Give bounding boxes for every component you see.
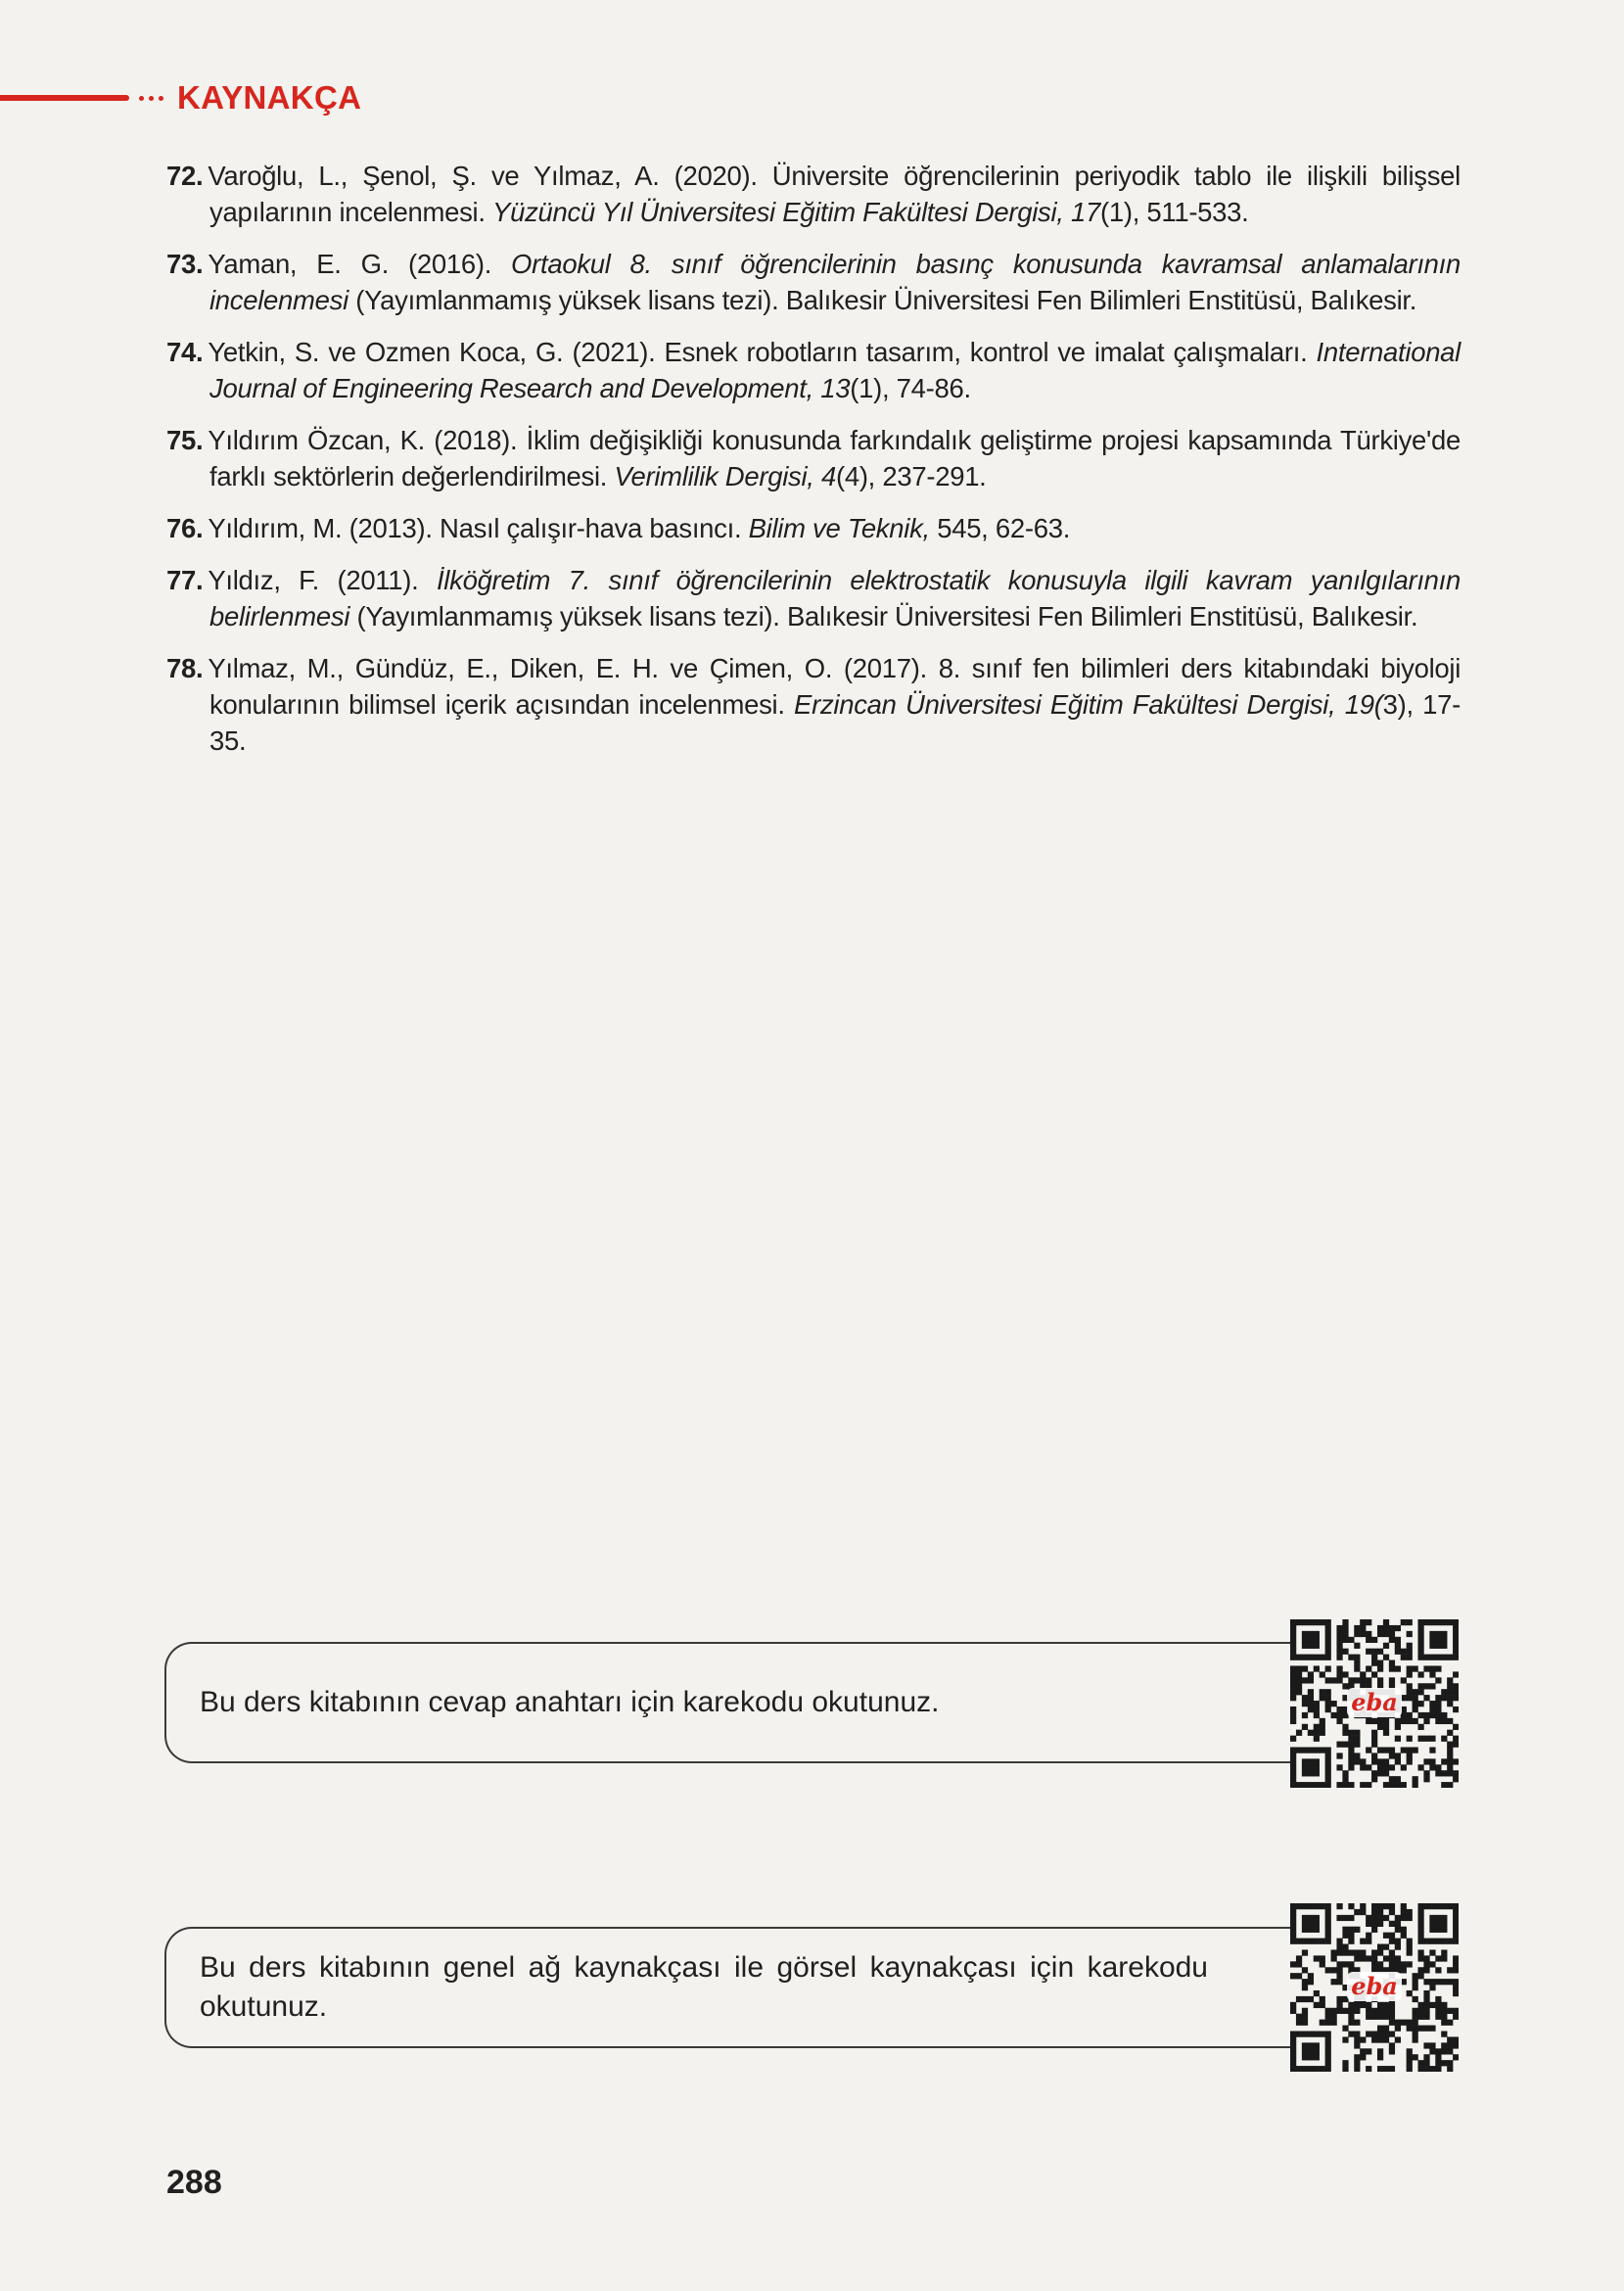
reference-text: Yıldırım Özcan, K. (2018). İklim değişikliği konusunda farkındalık geliştirme projesi kapsamında Türkiye'de farklı sektörlerin değerlendirilmesi.: [208, 425, 1461, 491]
reference-number: 75.: [166, 425, 204, 455]
reference-source: International Journal of Engineering Research and Development, 13: [209, 337, 1461, 403]
reference-source: Ortaokul 8. sınıf öğrencilerinin basınç konusunda kavramsal anlamalarının incelenmesi: [209, 249, 1462, 315]
reference-item: [166, 562, 1461, 634]
qr-info-text: Bu ders kitabının cevap anahtarı için karekodu okutunuz.: [200, 1686, 940, 1718]
reference-item: [166, 334, 1461, 406]
reference-number: 74.: [166, 337, 204, 367]
header-red-line: [0, 95, 129, 101]
qr-code-icon[interactable]: [1290, 1619, 1459, 1788]
reference-number: 76.: [166, 513, 204, 543]
eba-logo-icon: eba: [1351, 1972, 1398, 2000]
reference-number: 73.: [166, 249, 204, 279]
reference-text: Yetkin, S. ve Ozmen Koca, G. (2021). Esnek robotların tasarım, kontrol ve imalat çalışmaları.: [208, 337, 1317, 367]
qr-info-box-answer-key: [164, 1642, 1290, 1763]
reference-text: Yıldırım, M. (2013). Nasıl çalışır-hava basıncı.: [208, 513, 749, 543]
reference-text: Yaman, E. G. (2016).: [208, 249, 512, 279]
reference-text: 3), 17-35.: [209, 689, 1461, 756]
reference-item: [166, 158, 1461, 230]
reference-item: [166, 246, 1461, 318]
reference-text: (1), 74-86.: [850, 373, 971, 403]
reference-source: Verimlilik Dergisi, 4: [614, 461, 836, 491]
reference-text: 545, 62-63.: [929, 513, 1071, 543]
page-number: 288: [166, 2164, 222, 2201]
reference-number: 72.: [166, 161, 204, 191]
reference-text: Varoğlu, L., Şenol, Ş. ve Yılmaz, A. (2020). Üniversite öğrencilerinin periyodik tablo ile ilişkili bilişsel yapılarının incelenmesi.: [208, 161, 1461, 227]
section-header: [0, 78, 361, 117]
reference-source: Erzincan Üniversitesi Eğitim Fakültesi Dergisi, 19(: [794, 689, 1383, 720]
qr-info-box-bibliography: [164, 1927, 1290, 2048]
qr-code-icon[interactable]: [1290, 1903, 1459, 2072]
section-title: KAYNAKÇA: [177, 79, 362, 116]
reference-number: 78.: [166, 653, 204, 683]
reference-text: (4), 237-291.: [835, 461, 987, 491]
reference-item: [166, 510, 1461, 546]
qr-info-text: Bu ders kitabının genel ağ kaynakçası ile görsel kaynakçası için karekodu okutunuz.: [200, 1951, 1208, 2023]
reference-text: Yılmaz, M., Gündüz, E., Diken, E. H. ve Çimen, O. (2017). 8. sınıf fen bilimleri ders kitabındaki biyoloji konularının bilimsel içerik açısından incelenmesi.: [208, 653, 1461, 720]
reference-item: [166, 650, 1461, 759]
reference-source: Bilim ve Teknik,: [748, 513, 930, 543]
reference-text: Yıldız, F. (2011).: [208, 565, 437, 595]
reference-number: 77.: [166, 565, 204, 595]
reference-item: [166, 422, 1461, 494]
reference-text: (1), 511-533.: [1099, 197, 1249, 227]
eba-logo-icon: eba: [1351, 1688, 1398, 1716]
reference-text: (Yayımlanmamış yüksek lisans tezi). Balıkesir Üniversitesi Fen Bilimleri Enstitüsü, Balıkesir.: [349, 601, 1418, 631]
reference-source: İlköğretim 7. sınıf öğrencilerinin elektrostatik konusuyla ilgili kavram yanılgılarının belirlenmesi: [209, 565, 1461, 631]
header-dots: [139, 96, 163, 101]
reference-list: [166, 158, 1461, 774]
reference-text: (Yayımlanmamış yüksek lisans tezi). Balıkesir Üniversitesi Fen Bilimleri Enstitüsü, Balıkesir.: [348, 285, 1417, 315]
reference-source: Yüzüncü Yıl Üniversitesi Eğitim Fakültesi Dergisi, 17: [492, 197, 1100, 227]
